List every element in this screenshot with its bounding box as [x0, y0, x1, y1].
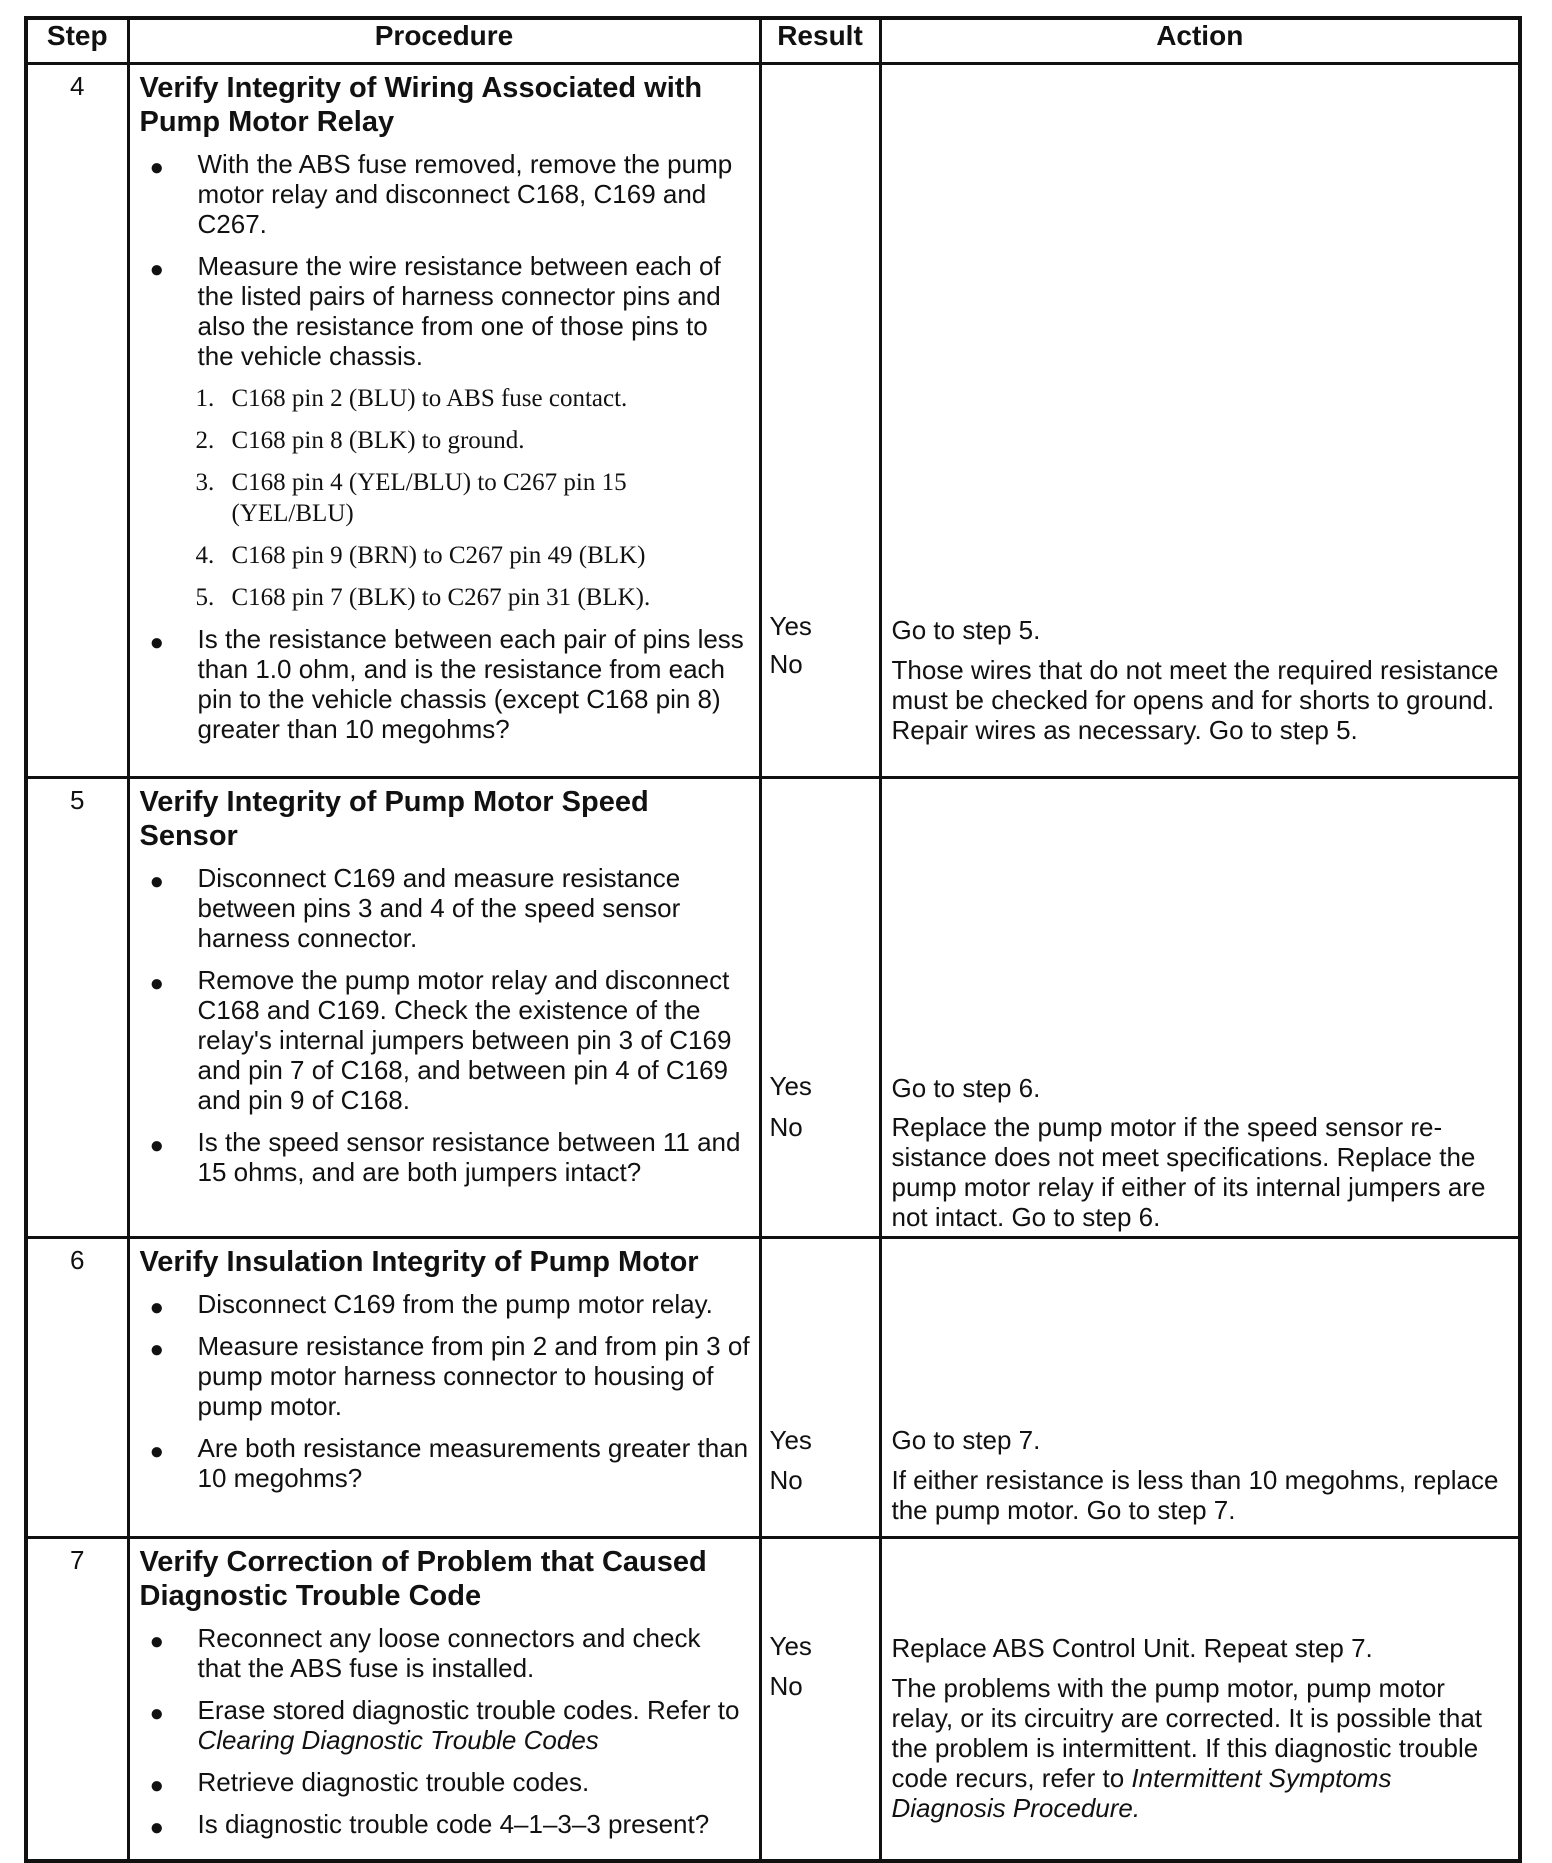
bullet-text	[198, 1695, 740, 1755]
item-text: C168 pin 9 (BRN) to C267 pin 49 (BLK)	[231, 542, 646, 569]
bullet-text: With the ABS fuse removed, remove the pump motor relay and disconnect C168, C169 and C267.	[197, 149, 733, 239]
procedure-title: Verify Integrity of Wiring Associated with Pump Motor Relay	[139, 72, 703, 138]
list-item	[140, 1695, 751, 1755]
step-number: 7	[26, 1538, 128, 1862]
result-no: No	[769, 1671, 803, 1701]
action-cell	[880, 64, 1520, 778]
item-text: C168 pin 2 (BLU) to ABS fuse contact.	[231, 385, 628, 412]
bullet-icon: ●	[149, 154, 164, 181]
procedure-title: Verify Insulation Integrity of Pump Motor	[139, 1246, 699, 1278]
procedure-cell	[128, 1538, 760, 1862]
pin-pair-list	[140, 383, 751, 613]
bullet-icon: ●	[149, 1628, 164, 1655]
bullet-text: Reconnect any loose connectors and check that the ABS fuse is installed.	[197, 1623, 701, 1683]
item-number: 5.	[195, 584, 215, 611]
list-item	[140, 383, 751, 414]
action-no: If either resistance is less than 10 megohms, replace the pump motor. Go to step 7.	[891, 1465, 1499, 1525]
result-yes: Yes	[769, 1631, 812, 1661]
procedure-bullets	[140, 149, 751, 371]
diagnostic-table	[24, 16, 1522, 1863]
step-number: 5	[26, 778, 128, 1238]
item-number: 2.	[195, 427, 215, 454]
item-number: 1.	[195, 385, 215, 412]
header-procedure: Procedure	[128, 18, 760, 64]
result-yes: Yes	[769, 1425, 812, 1455]
action-yes: Go to step 7.	[891, 1425, 1041, 1455]
result-cell	[760, 778, 880, 1238]
bullet-icon: ●	[149, 970, 164, 997]
action-yes: Go to step 6.	[891, 1073, 1041, 1103]
list-item	[140, 467, 751, 529]
action-no: Those wires that do not meet the required resistance must be checked for opens and for shorts to ground. Repair wires as necessary. Go to step 5.	[891, 655, 1499, 745]
bullet-icon: ●	[149, 1132, 164, 1159]
action-yes: Replace ABS Control Unit. Repeat step 7.	[891, 1633, 1373, 1663]
header-action: Action	[880, 18, 1520, 64]
list-item	[140, 1331, 751, 1421]
item-text: C168 pin 8 (BLK) to ground.	[231, 427, 525, 454]
bullet-text: Measure resistance from pin 2 and from pin 3 of pump motor harness connector to housing of pump motor.	[197, 1331, 750, 1421]
list-item	[140, 582, 751, 613]
action-yes: Go to step 5.	[891, 615, 1041, 645]
bullet-icon: ●	[149, 1336, 164, 1363]
bullet-text: Retrieve diagnostic trouble codes.	[197, 1767, 590, 1797]
list-item	[140, 624, 751, 744]
list-item	[140, 965, 751, 1115]
procedure-question	[140, 624, 751, 744]
bullet-icon: ●	[149, 256, 164, 283]
bullet-text: Are both resistance measurements greater than 10 megohms?	[197, 1433, 749, 1493]
bullet-icon: ●	[149, 1294, 164, 1321]
bullet-text: Remove the pump motor relay and disconnect C168 and C169. Check the existence of the relay's internal jumpers between pin 3 of C169 and pin 7 of C168, and between pin 4 of C169 and pin 9 of C168.	[197, 965, 732, 1115]
table-row	[26, 1538, 1520, 1862]
item-text: C168 pin 7 (BLK) to C267 pin 31 (BLK).	[231, 584, 651, 611]
result-no: No	[769, 1112, 803, 1142]
result-yes: Yes	[769, 1071, 812, 1101]
erase-text: Erase stored diagnostic trouble codes. Refer to	[197, 1695, 740, 1725]
bullet-icon: ●	[149, 1814, 164, 1841]
bullet-text: Is the resistance between each pair of pins less than 1.0 ohm, and is the resistance from each pin to the vehicle chassis (except C168 pin 8) greater than 10 megohms?	[197, 624, 744, 744]
item-number: 4.	[195, 542, 215, 569]
bullet-text: Is diagnostic trouble code 4–1–3–3 present?	[197, 1809, 710, 1839]
list-item	[140, 1767, 751, 1797]
bullet-text: Measure the wire resistance between each of the listed pairs of harness connector pins and also the resistance from one of those pins to the vehicle chassis.	[197, 251, 721, 371]
result-cell	[760, 1238, 880, 1538]
result-yes: Yes	[769, 611, 812, 641]
result-cell	[760, 1538, 880, 1862]
table-row	[26, 778, 1520, 1238]
procedure-bullets	[140, 1623, 751, 1839]
action-cell	[880, 1238, 1520, 1538]
procedure-cell	[128, 64, 760, 778]
step-number: 4	[26, 64, 128, 778]
intermittent-symptoms-reference: Intermittent Symptoms Diagnosis Procedure.	[891, 1763, 1392, 1823]
result-cell	[760, 64, 880, 778]
action-no: Replace the pump motor if the speed sensor re-sistance does not meet specifications. Replace the pump motor relay if either of its internal jumpers are not intact. Go to step 6.	[891, 1112, 1486, 1232]
bullet-text: Disconnect C169 from the pump motor relay.	[197, 1289, 713, 1319]
list-item	[140, 1623, 751, 1683]
result-no: No	[769, 1465, 803, 1495]
procedure-cell	[128, 1238, 760, 1538]
result-no: No	[769, 649, 803, 679]
table-row	[26, 64, 1520, 778]
bullet-text: Is the speed sensor resistance between 11 and 15 ohms, and are both jumpers intact?	[197, 1127, 741, 1187]
bullet-icon: ●	[149, 868, 164, 895]
header-result: Result	[760, 18, 880, 64]
table-row	[26, 1238, 1520, 1538]
header-step: Step	[26, 18, 128, 64]
step-number: 6	[26, 1238, 128, 1538]
bullet-icon: ●	[149, 1700, 164, 1727]
clearing-codes-reference: Clearing Diagnostic Trouble Codes	[197, 1725, 599, 1755]
procedure-bullets	[140, 1289, 751, 1493]
list-item	[140, 1433, 751, 1493]
diagnostic-procedure-document	[24, 16, 1522, 1863]
list-item	[140, 1809, 751, 1839]
procedure-bullets	[140, 863, 751, 1187]
item-number: 3.	[195, 469, 215, 496]
procedure-title: Verify Integrity of Pump Motor Speed Sensor	[139, 786, 649, 852]
list-item	[140, 425, 751, 456]
list-item	[140, 1127, 751, 1187]
list-item	[140, 149, 751, 239]
procedure-title: Verify Correction of Problem that Caused Diagnostic Trouble Code	[139, 1546, 707, 1612]
bullet-icon: ●	[149, 1438, 164, 1465]
action-cell	[880, 1538, 1520, 1862]
list-item	[140, 863, 751, 953]
procedure-cell	[128, 778, 760, 1238]
item-text: C168 pin 4 (YEL/BLU) to C267 pin 15 (YEL/BLU)	[231, 469, 627, 527]
action-no-text: The problems with the pump motor, pump motor relay, or its circuitry are corrected. It is possible that the problem is intermittent. If this diagnostic trouble code recurs, refer to	[891, 1673, 1482, 1793]
action-no	[892, 1673, 1507, 1823]
bullet-text: Disconnect C169 and measure resistance between pins 3 and 4 of the speed sensor harness connector.	[197, 863, 681, 953]
action-cell	[880, 778, 1520, 1238]
bullet-icon: ●	[149, 629, 164, 656]
bullet-icon: ●	[149, 1772, 164, 1799]
list-item	[140, 251, 751, 371]
list-item	[140, 1289, 751, 1319]
list-item	[140, 540, 751, 571]
header-row	[26, 18, 1520, 64]
